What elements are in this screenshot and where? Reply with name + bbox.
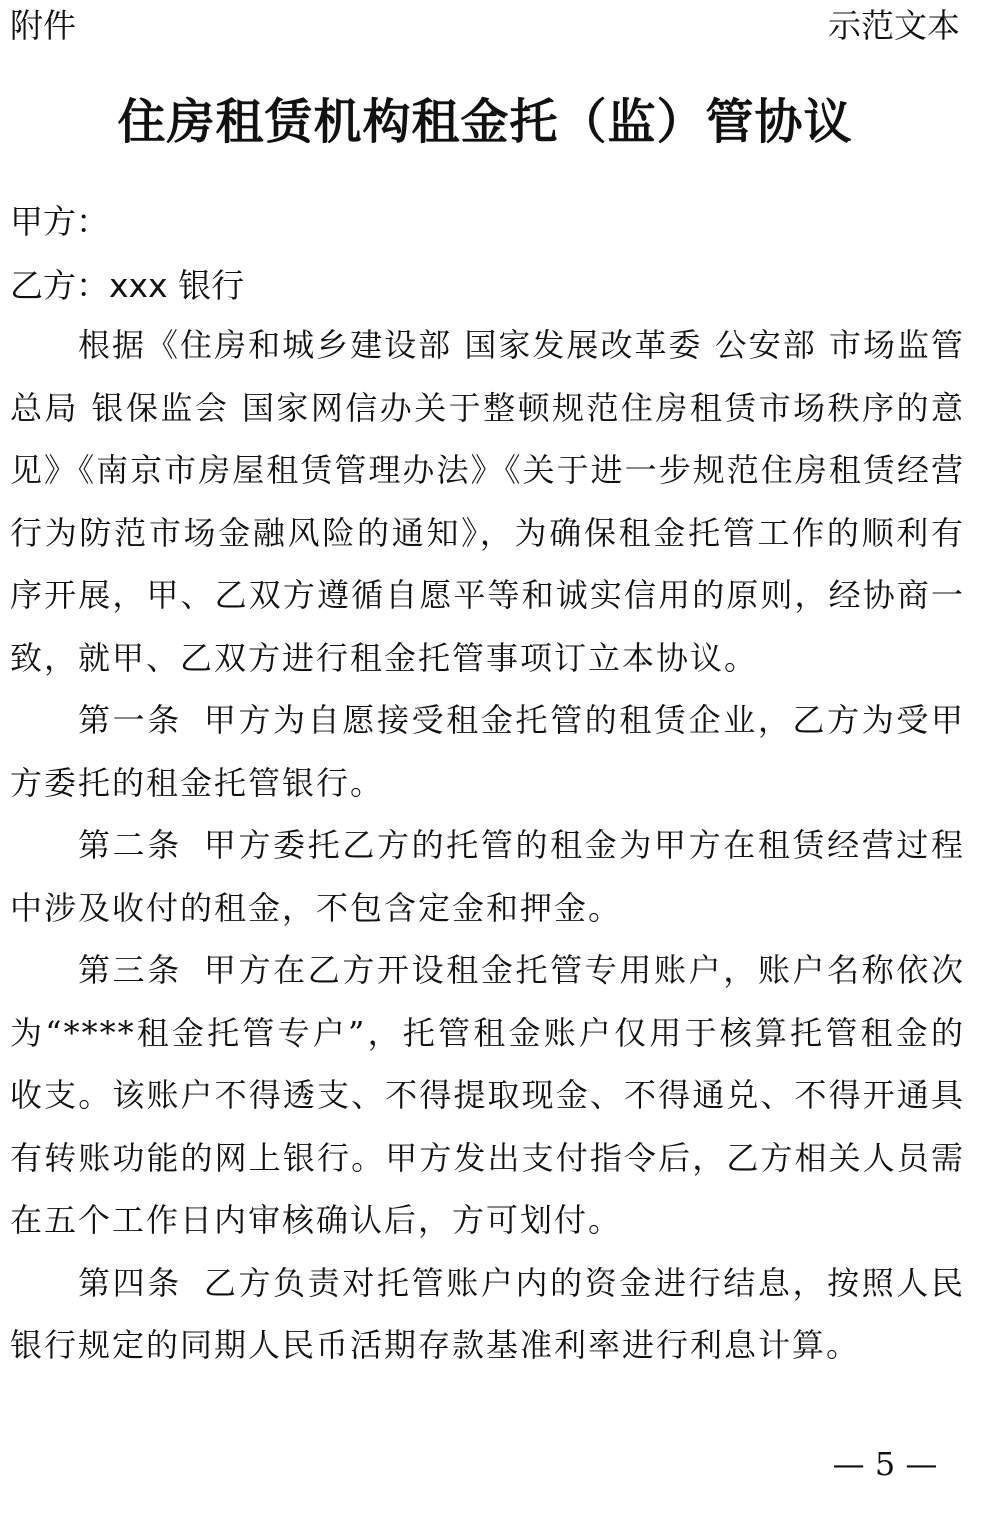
article-number: 第一条 [78, 701, 182, 739]
preamble-paragraph: 根据《住房和城乡建设部 国家发展改革委 公安部 市场监管总局 银保监会 国家网信办关于整顿规范住房租赁市场秩序的意见》《南京市房屋租赁管理办法》《关于进一步规范住房租赁经营行为防范市场金融风险的通知》，为确保租金托管工作的顺利有序开展，甲、乙双方遵循自愿平等和诚实信用的原则，经协商一致，就甲、乙双方进行租金托管事项订立本协议。 [10, 326, 965, 677]
article-number: 第三条 [78, 951, 182, 989]
attachment-label: 附件 [10, 6, 76, 45]
sample-text-label: 示范文本 [828, 6, 960, 45]
document-title: 住房租赁机构租金托（监）管协议 [117, 94, 853, 151]
article-paragraph [10, 689, 965, 814]
article-text: 甲方为自愿接受租金托管的租赁企业，乙方为受甲方委托的租金托管银行。 [10, 701, 965, 802]
article-text: 甲方在乙方开设租金托管专用账户，账户名称依次为“****租金托管专户”，托管租金账户仅用于核算托管租金的收支。该账户不得透支、不得提取现金、不得通兑、不得开通具有转账功能的网上银行。甲方发出支付指令后，乙方相关人员需在五个工作日内审核确认后，方可划付。 [10, 951, 965, 1239]
party-b-line: 乙方：xxx 银行 [10, 266, 245, 305]
article-number: 第四条 [78, 1263, 182, 1302]
article-text: 甲方委托乙方的托管的租金为甲方在租赁经营过程中涉及收付的租金，不包含定金和押金。 [10, 826, 965, 927]
article-paragraph [10, 939, 965, 1252]
page-number: — 5 — [832, 1445, 938, 1483]
article-number: 第二条 [78, 826, 182, 864]
party-a-line: 甲方： [10, 202, 109, 241]
article-paragraph [10, 814, 965, 939]
agreement-body [10, 314, 965, 1377]
article-text: 乙方负责对托管账户内的资金进行结息，按照人民银行规定的同期人民币活期存款基准利率进行利息计算。 [10, 1263, 965, 1364]
article-paragraph [10, 1252, 965, 1377]
